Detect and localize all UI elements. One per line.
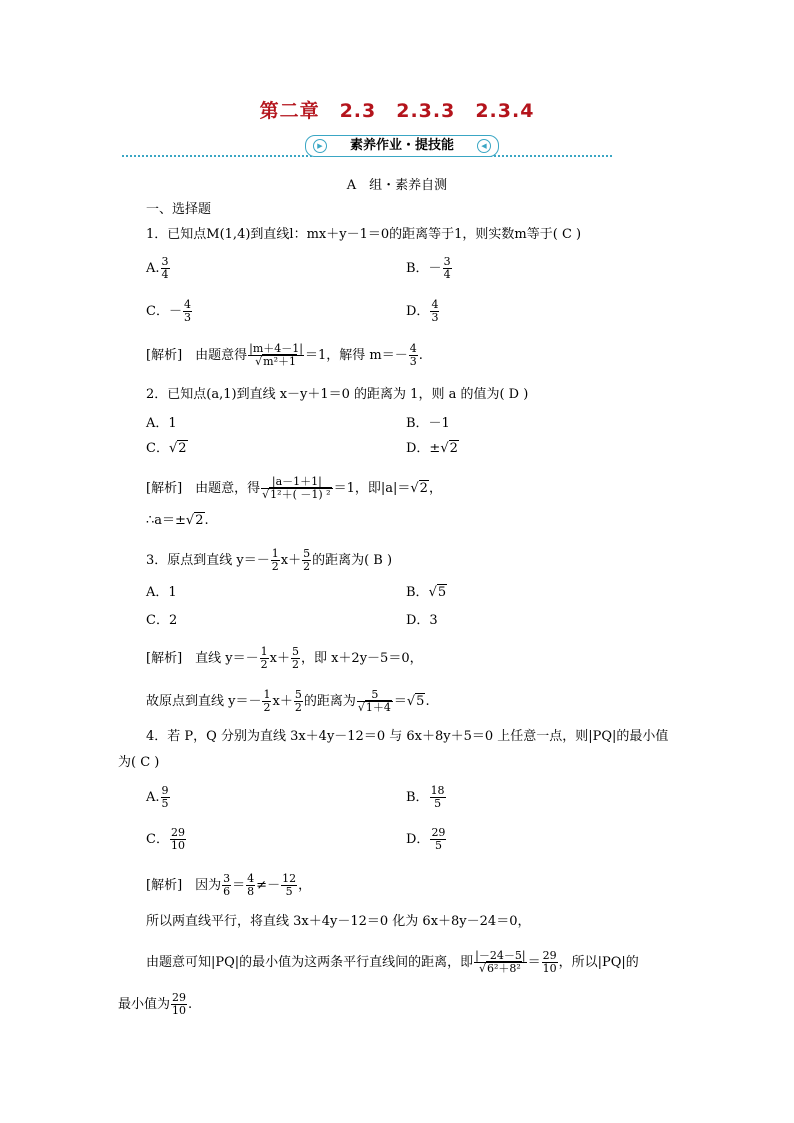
sqrt: √5 (428, 585, 447, 600)
denominator (474, 963, 526, 975)
denominator: 5 (434, 797, 442, 810)
text: 的距离为 (303, 694, 356, 709)
numerator: 5 (357, 689, 393, 702)
text: ， (298, 878, 312, 893)
text: l：mx＋y－1＝0的距离等于1，则实数 (289, 227, 515, 242)
fraction (260, 646, 269, 671)
numerator: 1 (271, 547, 279, 560)
denominator (357, 702, 393, 714)
section-banner (305, 135, 499, 157)
text: ≠－ (256, 878, 281, 893)
option-label: D．± (406, 441, 441, 456)
q3-option-c: C．2 (146, 613, 178, 628)
numerator: 29 (431, 826, 446, 839)
denominator: 8 (247, 885, 255, 898)
radicand: 2 (178, 441, 187, 456)
radicand: 5 (437, 585, 447, 600)
q1-stem (146, 226, 581, 244)
fraction (183, 299, 192, 324)
denominator: 2 (271, 560, 279, 573)
denominator: 4 (443, 268, 451, 281)
numerator: 3 (161, 255, 169, 268)
denominator: 3 (431, 311, 439, 324)
denominator: 5 (434, 839, 442, 852)
text: [解析] 由题意得 (146, 348, 248, 363)
fraction (474, 950, 526, 975)
option-label: B． (406, 585, 429, 600)
banner-label: 素养作业・提技能 (349, 138, 454, 153)
denominator: 2 (260, 658, 268, 671)
radicand: 2 (419, 481, 428, 496)
q2-option-a: A．1 (146, 416, 177, 431)
text: 的距离为( B ) (312, 553, 393, 568)
sqrt: √m²＋1 (255, 355, 296, 368)
denominator: 3 (183, 311, 191, 324)
denominator: 10 (172, 1004, 187, 1017)
numerator: 12 (282, 872, 297, 885)
radicand: 1²＋( －1) ² (270, 488, 331, 501)
numerator: 4 (409, 342, 417, 355)
q2-stem: 2．已知点(a,1)到直线 x－y＋1＝0 的距离为 1，则 a 的值为( D ) (146, 387, 529, 402)
q1-option-d (406, 299, 440, 324)
fraction (262, 689, 271, 714)
text: 最小值为 (118, 997, 171, 1012)
numerator: 1 (263, 688, 271, 701)
option-label: C． (146, 441, 169, 456)
q4-option-a (146, 785, 171, 810)
denominator: 2 (303, 560, 311, 573)
q3-stem (146, 548, 392, 573)
text: ，所以|PQ|的 (558, 955, 639, 970)
numerator: 3 (443, 255, 451, 268)
sqrt: √2 (440, 441, 458, 456)
q2-option-d (406, 440, 459, 458)
fraction (291, 646, 300, 671)
q3-solution (146, 646, 423, 671)
fraction (248, 343, 304, 368)
denominator: 4 (161, 268, 169, 281)
text: 1．已知点 (146, 227, 207, 242)
numerator: 1 (260, 645, 268, 658)
numerator: 18 (430, 784, 445, 797)
fraction (443, 256, 452, 281)
q1-solution (146, 343, 423, 368)
q2-solution (146, 476, 442, 501)
numerator: 29 (542, 949, 557, 962)
q4-solution-line4 (118, 992, 192, 1017)
q4-solution-line2: 所以两直线平行，将直线 3x＋4y－12＝0 化为 6x＋8y－24＝0， (146, 914, 531, 929)
numerator: 4 (183, 298, 191, 311)
q4-solution-line3 (146, 950, 639, 975)
q4-stem-line1: 4．若 P，Q 分别为直线 3x＋4y－12＝0 与 6x＋8y＋5＝0 上任意一点，则|PQ|的最小值 (146, 729, 669, 744)
fraction (430, 827, 446, 852)
denominator: 5 (285, 885, 293, 898)
text: x＋ (280, 553, 302, 568)
numerator: 29 (172, 991, 187, 1004)
radicand: 1＋4 (365, 701, 391, 714)
denominator: 5 (161, 797, 169, 810)
q4-option-b (406, 785, 447, 810)
fraction (271, 548, 280, 573)
text: [解析] 直线 y＝－ (146, 651, 259, 666)
q2-option-b: B．－1 (406, 416, 450, 431)
play-right-icon: ▶ (313, 139, 327, 153)
text: ， (428, 481, 442, 496)
banner-divider (122, 135, 612, 159)
radicand: 2 (195, 513, 204, 528)
numerator: 3 (223, 872, 231, 885)
sqrt: √1＋4 (357, 701, 391, 714)
q4-stem-line2: 为( C ) (118, 755, 160, 770)
q4-solution (146, 873, 311, 898)
option-label: C．－ (146, 304, 182, 319)
fraction (246, 873, 255, 898)
page-title: 第二章 2.3 2.3.3 2.3.4 (259, 100, 535, 122)
fraction (261, 476, 332, 501)
q1-option-a (146, 256, 171, 281)
text: 3．原点到直线 y＝－ (146, 553, 270, 568)
option-label: B． (406, 790, 429, 805)
fraction (222, 873, 231, 898)
numerator: 4 (431, 298, 439, 311)
radicand: 6²＋8² (486, 962, 521, 975)
text: . (204, 513, 209, 528)
text: ，即 x＋2y－5＝0， (300, 651, 423, 666)
sqrt: √2 (185, 513, 204, 528)
option-label: D． (406, 304, 430, 319)
text: . (425, 694, 430, 709)
numerator: 9 (161, 784, 169, 797)
numerator: 4 (247, 872, 255, 885)
q2-solution-result (146, 512, 209, 530)
sqrt: √6²＋8² (478, 962, 521, 975)
q3-solution-result (146, 689, 430, 714)
fraction (281, 873, 297, 898)
sqrt: √5 (406, 694, 425, 709)
radicand: 5 (416, 694, 425, 709)
text: . (418, 348, 423, 363)
sqrt: √2 (410, 481, 428, 496)
text: m等于( C ) (514, 227, 582, 242)
radicand: 2 (449, 441, 458, 456)
fraction (294, 689, 303, 714)
fraction (170, 827, 186, 852)
q1-option-c (146, 299, 193, 324)
text: [解析] 因为 (146, 878, 222, 893)
q3-option-b (406, 584, 447, 602)
numerator: 5 (291, 645, 299, 658)
fraction (357, 689, 393, 714)
text: . (188, 997, 193, 1012)
numerator: |－24－5| (475, 949, 526, 962)
denominator: 2 (294, 701, 302, 714)
sqrt: √2 (168, 441, 187, 456)
text: ＝1，即|a|＝ (333, 481, 411, 496)
fraction (171, 992, 187, 1017)
q2-option-c (146, 440, 188, 458)
denominator: 3 (409, 355, 417, 368)
option-label: D． (406, 832, 430, 847)
numerator: 29 (170, 826, 185, 839)
group-title: A 组・素养自测 (346, 178, 448, 193)
denominator (248, 356, 304, 368)
numerator: |a－1＋1| (261, 476, 332, 489)
fraction (302, 548, 311, 573)
denominator (261, 489, 332, 501)
q4-option-c (146, 827, 187, 852)
q3-option-d: D．3 (406, 613, 438, 628)
fraction (542, 950, 558, 975)
option-label: A. (146, 261, 160, 276)
fraction (409, 343, 418, 368)
q4-option-d (406, 827, 447, 852)
fraction (430, 785, 446, 810)
text: ＝ (527, 955, 541, 970)
text: x＋ (269, 651, 290, 666)
option-label: B．－ (406, 261, 442, 276)
text: ＝1，解得 m＝－ (305, 348, 408, 363)
option-label: C． (146, 832, 169, 847)
q1-option-b (406, 256, 453, 281)
numerator: |m＋4－1| (249, 342, 303, 355)
text: 故原点到直线 y＝－ (146, 694, 262, 709)
text: 由题意可知|PQ|的最小值为这两条平行直线间的距离，即 (146, 955, 474, 970)
denominator: 6 (223, 885, 231, 898)
denominator: 2 (291, 658, 299, 671)
q3-option-a: A．1 (146, 585, 177, 600)
radicand: m²＋1 (263, 355, 296, 368)
numerator: 5 (303, 547, 311, 560)
play-left-icon: ◀ (477, 139, 491, 153)
denominator: 10 (170, 839, 185, 852)
fraction (161, 256, 170, 281)
text: [解析] 由题意，得 (146, 481, 261, 496)
text: ＝ (393, 694, 407, 709)
text: M(1,4)到直线 (206, 227, 290, 242)
section-heading: 一、选择题 (146, 202, 212, 217)
text: x＋ (272, 694, 293, 709)
text: ＝ (232, 878, 246, 893)
numerator: 5 (294, 688, 302, 701)
text: ∴a＝± (146, 513, 186, 528)
sqrt: √1²＋( －1) ² (262, 488, 331, 501)
fraction (161, 785, 170, 810)
fraction (430, 299, 439, 324)
denominator: 2 (263, 701, 271, 714)
option-label: A. (146, 790, 160, 805)
denominator: 10 (542, 962, 557, 975)
